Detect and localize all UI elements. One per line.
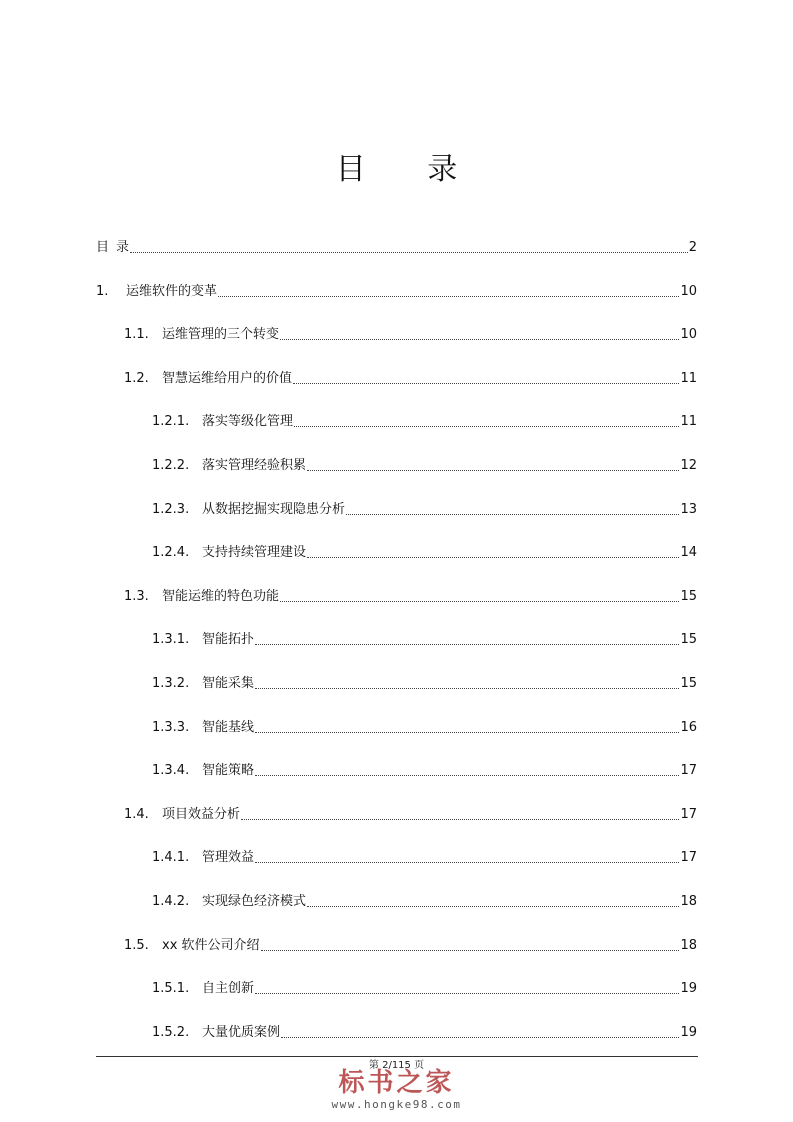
toc-entry[interactable] xyxy=(152,761,697,781)
toc-entry-text: 落实管理经验积累 xyxy=(202,458,307,473)
toc-entry-number: 1.2.4. xyxy=(152,545,190,561)
toc-entry-page: 2 xyxy=(688,240,697,255)
toc-entry-number: 1.5.2. xyxy=(152,1024,190,1040)
toc-entry-page: 18 xyxy=(680,937,697,953)
toc-entry-page: 16 xyxy=(680,719,697,735)
toc-entry-number: 1.3. xyxy=(124,588,149,604)
toc-entry-text: 自主创新 xyxy=(202,981,255,997)
toc-entry-page: 19 xyxy=(680,1024,697,1040)
toc-leader-dots xyxy=(307,557,679,558)
toc-entry-page: 11 xyxy=(680,414,697,430)
toc-entry-text: 项目效益分析 xyxy=(162,806,241,822)
toc-entry[interactable] xyxy=(152,456,697,476)
toc-entry[interactable] xyxy=(124,587,697,607)
toc-entry-number: 1.5. xyxy=(124,937,149,953)
toc-entry-page: 15 xyxy=(680,676,697,691)
toc-entry-page: 10 xyxy=(680,283,697,299)
toc-entry-page: 19 xyxy=(680,981,697,997)
toc-entry-number: 1.3.2. xyxy=(152,676,190,691)
toc-entry[interactable] xyxy=(152,979,697,999)
toc-entry[interactable] xyxy=(152,674,697,694)
toc-leader-dots xyxy=(255,732,679,733)
toc-leader-dots xyxy=(255,862,679,863)
toc-entry-page: 10 xyxy=(680,327,697,343)
toc-entry-page: 18 xyxy=(680,894,697,909)
toc-entry[interactable] xyxy=(96,238,697,258)
toc-entry-page: 12 xyxy=(680,458,697,473)
watermark-url: www.hongke98.com xyxy=(331,1098,462,1111)
toc-entry[interactable] xyxy=(124,369,697,389)
toc-entry-page: 17 xyxy=(680,806,697,822)
toc-leader-dots xyxy=(255,993,679,994)
toc-entry-text: 大量优质案例 xyxy=(202,1024,281,1040)
toc-leader-dots xyxy=(281,1037,679,1038)
toc-leader-dots xyxy=(255,775,679,776)
toc-entry[interactable] xyxy=(124,325,697,345)
toc-entry-number: 目 xyxy=(96,240,110,255)
toc-entry-text: 智能运维的特色功能 xyxy=(162,588,280,604)
toc-entry[interactable] xyxy=(96,282,697,302)
toc-entry[interactable] xyxy=(152,892,697,912)
toc-entry[interactable] xyxy=(152,718,697,738)
toc-entry-text: 录 xyxy=(116,240,130,255)
toc-entry-number: 1.3.3. xyxy=(152,719,190,735)
toc-leader-dots xyxy=(280,339,679,340)
toc-entry-text: 智能拓扑 xyxy=(202,632,255,648)
toc-entry-number: 1.4.1. xyxy=(152,850,190,866)
toc-entry-page: 15 xyxy=(680,632,697,648)
toc-entry[interactable] xyxy=(152,630,697,650)
toc-entry-page: 13 xyxy=(680,501,697,517)
toc-leader-dots xyxy=(293,383,679,384)
toc-leader-dots xyxy=(307,906,679,907)
toc-entry-number: 1.4.2. xyxy=(152,894,190,909)
toc-entry-number: 1.2.1. xyxy=(152,414,190,430)
page-number: 第 2/115 页 xyxy=(368,1060,425,1071)
toc-entry-number: 1.2.2. xyxy=(152,458,190,473)
toc-entry-number: 1.3.4. xyxy=(152,763,190,779)
toc-entry-number: 1.2.3. xyxy=(152,501,190,517)
toc-leader-dots xyxy=(218,296,679,297)
toc-entry-text: 运维软件的变革 xyxy=(126,283,218,299)
toc-leader-dots xyxy=(346,514,679,515)
footer-divider xyxy=(96,1056,698,1057)
toc-leader-dots xyxy=(294,426,679,427)
toc-entry-text: 运维管理的三个转变 xyxy=(162,327,280,343)
toc-entry-text: 智能基线 xyxy=(202,719,255,735)
toc-entry[interactable] xyxy=(124,805,697,825)
toc-entry-text: 实现绿色经济模式 xyxy=(202,894,307,909)
toc-entry-number: 1.3.1. xyxy=(152,632,190,648)
toc-entry[interactable] xyxy=(152,412,697,432)
toc-leader-dots xyxy=(130,252,688,253)
toc-entry-text: 管理效益 xyxy=(202,850,255,866)
toc-entry-page: 15 xyxy=(680,588,697,604)
toc-entry-number: 1.4. xyxy=(124,806,149,822)
toc-entry-page: 14 xyxy=(680,545,697,561)
toc-entry-number: 1.1. xyxy=(124,327,149,343)
toc-entry[interactable] xyxy=(152,848,697,868)
toc-entry-text: 落实等级化管理 xyxy=(202,414,294,430)
toc-leader-dots xyxy=(255,644,679,645)
toc-leader-dots xyxy=(261,950,680,951)
toc-title: 目 录 xyxy=(335,152,484,187)
toc-entry[interactable] xyxy=(152,1023,697,1043)
toc-leader-dots xyxy=(307,470,679,471)
toc-entry-text: 智能采集 xyxy=(202,676,255,691)
toc-entry-text: xx 软件公司介绍 xyxy=(162,937,260,953)
toc-entry[interactable] xyxy=(124,936,697,956)
toc-entry-text: 智能策略 xyxy=(202,763,255,779)
toc-leader-dots xyxy=(241,819,679,820)
toc-entry-number: 1.2. xyxy=(124,370,149,386)
toc-entry-text: 智慧运维给用户的价值 xyxy=(162,370,293,386)
watermark-logo: 标书之家 xyxy=(338,1068,455,1098)
toc-entry-page: 17 xyxy=(680,763,697,779)
toc-leader-dots xyxy=(280,601,679,602)
toc-leader-dots xyxy=(255,688,679,689)
toc-entry-number: 1.5.1. xyxy=(152,981,190,997)
toc-entry[interactable] xyxy=(152,500,697,520)
toc-entry-number: 1. xyxy=(96,283,109,299)
toc-entry-text: 从数据挖掘实现隐患分析 xyxy=(202,501,346,517)
toc-entry[interactable] xyxy=(152,543,697,563)
toc-entry-page: 17 xyxy=(680,850,697,866)
toc-entry-text: 支持持续管理建设 xyxy=(202,545,307,561)
toc-entry-page: 11 xyxy=(680,370,697,386)
